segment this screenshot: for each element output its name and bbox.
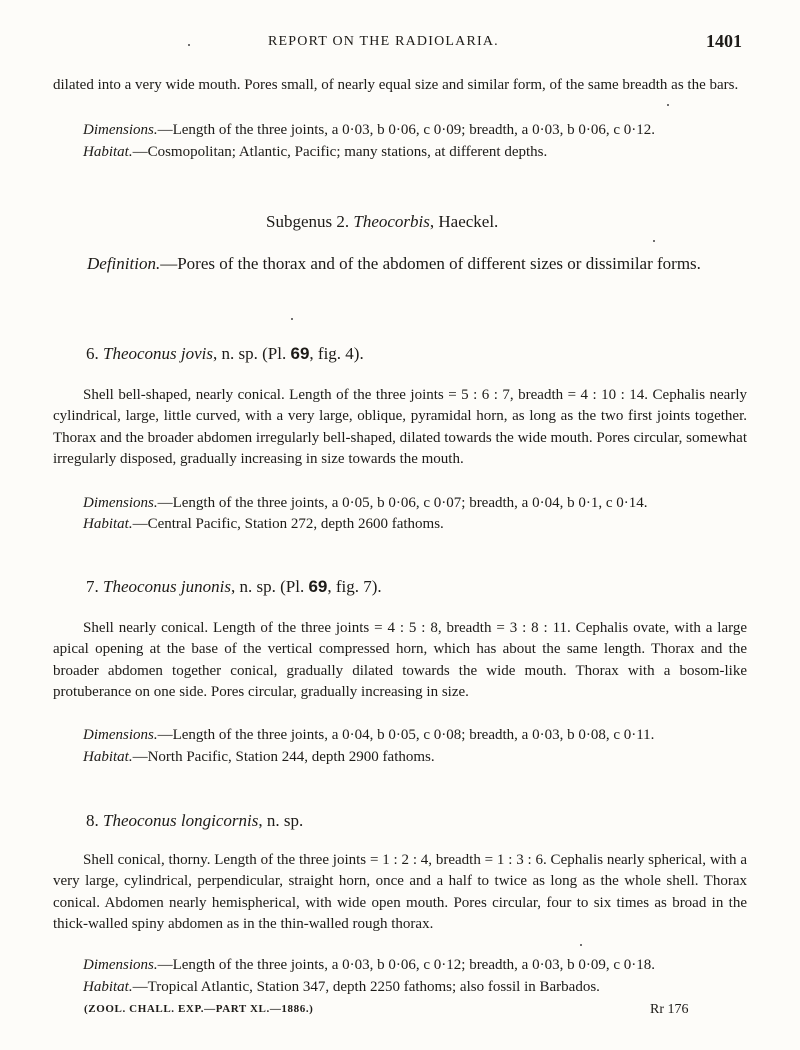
figure-ref: , fig. 7). xyxy=(327,577,382,596)
species-ref: , n. sp. (Pl. xyxy=(230,577,305,596)
dimensions-label: Dimensions. xyxy=(83,495,158,511)
habitat-label: Habitat. xyxy=(83,516,133,532)
species-number: 8. xyxy=(86,811,99,830)
dimensions-text: —Length of the three joints, a 0·03, b 0·06, c 0·12; breadth, a 0·03, b 0·09, c 0·18. xyxy=(157,957,655,973)
species-description: Shell bell-shaped, nearly conical. Length of the three joints = 5 : 6 : 7, breadth = 4 : 10 : 14. Cephalis nearly cylindrical, large, little curved, with a very large, oblique, pyramidal horn, as long as the two first joints together. Thorax and the broader abdomen irregularly bell-shaped, dilated towards the wide mouth. Pores circular, somewhat irregularly disposed, gradually increasing in size towards the mouth. xyxy=(53,387,747,467)
species-number: 6. xyxy=(86,344,99,363)
species-name: Theoconus longicornis xyxy=(103,811,259,830)
species-number: 7. xyxy=(86,577,99,596)
species-ref: , n. sp. (Pl. xyxy=(213,344,287,363)
print-speck xyxy=(653,240,655,242)
species-description: Shell nearly conical. Length of the three joints = 4 : 5 : 8, breadth = 3 : 8 : 11. Cephalis ovate, with a large apical opening at the base of the vertical compressed horn, which has about the same length. Thorax and the broader abdomen together conical, gradually dilated towards the wide mouth. Thorax with a bosom-like protuberance on one side. Pores circular, gradually increasing in size. xyxy=(53,620,747,700)
species-heading xyxy=(86,344,364,364)
species-description: Shell conical, thorny. Length of the three joints = 1 : 2 : 4, breadth = 1 : 3 : 6. Cephalis nearly spherical, with a very large, cylindrical, perpendicular, straight horn, once and a half to twice as long as the whole shell. Thorax conical. Abdomen nearly hemispherical, with wide open mouth. Pores circular, four to six times as broad in the thick-walled spiny abdomen as in the thin-walled rough thorax. xyxy=(53,852,747,932)
habitat-label: Habitat. xyxy=(83,979,133,995)
subgenus-prefix: Subgenus 2. xyxy=(266,212,350,231)
plate-number: 69 xyxy=(308,577,328,596)
subgenus-author: , Haeckel. xyxy=(429,212,499,231)
dimensions-text: —Length of the three joints, a 0·05, b 0·06, c 0·07; breadth, a 0·04, b 0·1, c 0·14. xyxy=(157,495,648,511)
habitat-label: Habitat. xyxy=(83,749,133,765)
dimensions-label: Dimensions. xyxy=(83,957,158,973)
species-heading xyxy=(86,577,382,597)
dimensions-text: —Length of the three joints, a 0·03, b 0·06, c 0·09; breadth, a 0·03, b 0·06, c 0·12. xyxy=(157,122,655,138)
print-speck xyxy=(667,104,669,106)
intro-paragraph: dilated into a very wide mouth. Pores small, of nearly equal size and similar form, of the same breadth as the bars. xyxy=(53,77,739,93)
print-speck xyxy=(188,44,190,46)
dimensions-label: Dimensions. xyxy=(83,727,158,743)
subgenus-heading xyxy=(266,212,498,232)
definition-paragraph xyxy=(53,252,747,276)
footer-publication: (ZOOL. CHALL. EXP.—PART XL.—1886.) xyxy=(84,1003,314,1015)
footer-signature: Rr 176 xyxy=(650,1002,689,1017)
running-header-title: REPORT ON THE RADIOLARIA. xyxy=(268,34,499,49)
species-heading xyxy=(86,811,303,831)
species-habitat xyxy=(83,514,444,535)
habitat-text: —North Pacific, Station 244, depth 2900 fathoms. xyxy=(132,749,435,765)
page-number: 1401 xyxy=(706,31,742,51)
habitat-text: —Central Pacific, Station 272, depth 2600 fathoms. xyxy=(132,516,444,532)
habitat-text: —Cosmopolitan; Atlantic, Pacific; many stations, at different depths. xyxy=(132,144,548,160)
intro-habitat xyxy=(83,142,547,163)
dimensions-text: —Length of the three joints, a 0·04, b 0·05, c 0·08; breadth, a 0·03, b 0·08, c 0·11. xyxy=(157,727,655,743)
species-dimensions xyxy=(83,493,647,514)
species-dimensions xyxy=(83,725,654,746)
species-dimensions xyxy=(83,955,655,976)
figure-ref: , fig. 4). xyxy=(309,344,364,363)
dimensions-label: Dimensions. xyxy=(83,122,158,138)
definition-text: —Pores of the thorax and of the abdomen of different sizes or dissimilar forms. xyxy=(160,254,701,273)
print-speck xyxy=(580,944,582,946)
habitat-text: —Tropical Atlantic, Station 347, depth 2250 fathoms; also fossil in Barbados. xyxy=(132,979,600,995)
intro-dimensions xyxy=(83,120,655,141)
definition-label: Definition. xyxy=(87,254,161,273)
species-name: Theoconus jovis xyxy=(103,344,214,363)
plate-number: 69 xyxy=(290,344,310,363)
species-habitat xyxy=(83,977,600,998)
species-ref: , n. sp. xyxy=(258,811,304,830)
species-name: Theoconus junonis xyxy=(103,577,231,596)
species-habitat xyxy=(83,747,435,768)
subgenus-name: Theocorbis xyxy=(353,212,430,231)
print-speck xyxy=(291,318,293,320)
habitat-label: Habitat. xyxy=(83,144,133,160)
